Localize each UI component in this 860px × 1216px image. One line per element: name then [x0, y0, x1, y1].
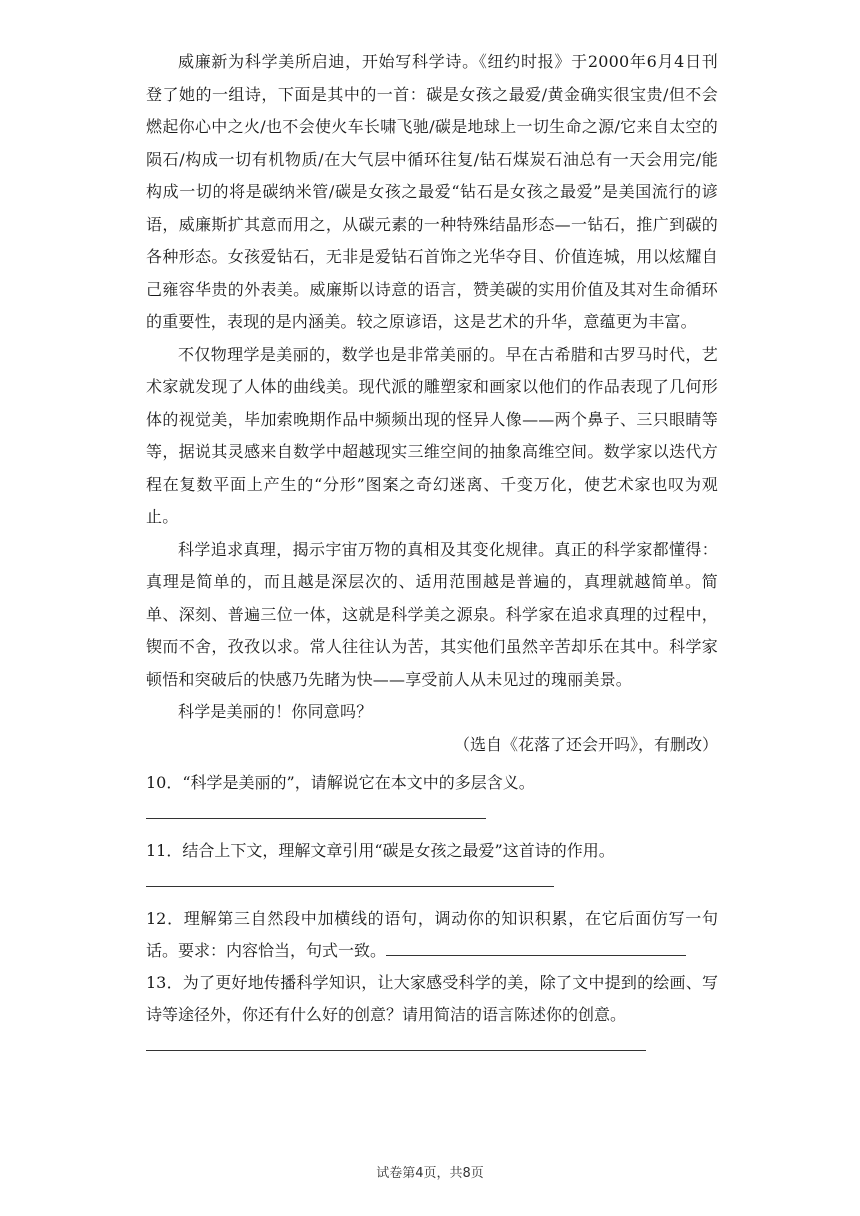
question-11-text: 11．结合上下文，理解文章引用“碳是女孩之最爱”这首诗的作用。 [146, 841, 615, 860]
page-content [146, 46, 718, 1067]
article-paragraph-3: 科学追求真理，揭示宇宙万物的真相及其变化规律。真正的科学家都懂得：真理是简单的，而且越是深层次的、适用范围越是普遍的，真理就越简单。简单、深刻、普遍三位一体，这就是科学美之源泉。科学家在追求真理的过程中，锲而不舍，孜孜以求。常人往往认为苦，其实他们虽然辛苦却乐在其中。科学家顿悟和突破后的快感乃先睹为快——享受前人从未见过的瑰丽美景。 [146, 539, 718, 689]
article-paragraph-2: 不仅物理学是美丽的，数学也是非常美丽的。早在古希腊和古罗马时代，艺术家就发现了人体的曲线美。现代派的雕塑家和画家以他们的作品表现了几何形体的视觉美，毕加索晚期作品中频频出现的怪异人像——两个鼻子、三只眼睛等等，据说其灵感来自数学中超越现实三维空间的抽象高维空间。数学家以迭代方程在复数平面上产生的“分形”图案之奇幻迷离、千变万化，使艺术家也叹为观止。 [146, 344, 718, 526]
question-12-answer-line[interactable] [386, 937, 686, 956]
question-13-text: 13．为了更好地传播科学知识，让大家感受科学的美，除了文中提到的绘画、写诗等途径外，你还有什么好的创意？请用简洁的语言陈述你的创意。 [146, 973, 718, 1024]
question-13-answer-line[interactable] [146, 1049, 646, 1051]
question-12-text: 12．理解第三自然段中加横线的语句，调动你的知识积累，在它后面仿写一句话。要求：内容恰当，句式一致。 [146, 909, 718, 960]
article-source: （选自《花落了还会开吗》，有删改） [453, 734, 718, 754]
question-11 [146, 835, 718, 887]
question-12 [146, 903, 718, 967]
question-13 [146, 967, 718, 1051]
article-paragraph-4: 科学是美丽的！你同意吗？ [178, 702, 373, 721]
question-11-answer-line[interactable] [146, 885, 554, 887]
page-footer: 试卷第4页，共8页 [376, 1166, 484, 1181]
question-10-answer-line[interactable] [146, 817, 486, 819]
question-10 [146, 767, 718, 819]
question-10-text: 10．“科学是美丽的”，请解说它在本文中的多层含义。 [146, 773, 535, 792]
article-paragraph-1: 威廉新为科学美所启迪，开始写科学诗。《纽约时报》于2000年6月4日刊登了她的一组诗，下面是其中的一首：碳是女孩之最爱/黄金确实很宝贵/但不会燃起你心中之火/也不会使火车长啸飞驰/碳是地球上一切生命之源/它来自太空的陨石/构成一切有机物质/在大气层中循环往复/钻石煤炭石油总有一天会用完/能构成一切的将是碳纳米管/碳是女孩之最爱“钻石是女孩之最爱”是美国流行的谚语，威廉斯扩其意而用之，从碳元素的一种特殊结晶形态—一钻石，推广到碳的各种形态。女孩爱钻石，无非是爱钻石首饰之光华夺目、价值连城，用以炫耀自己雍容华贵的外表美。威廉斯以诗意的语言，赞美碳的实用价值及其对生命循环的重要性，表现的是内涵美。较之原谚语，这是艺术的升华，意蕴更为丰富。 [146, 52, 718, 331]
